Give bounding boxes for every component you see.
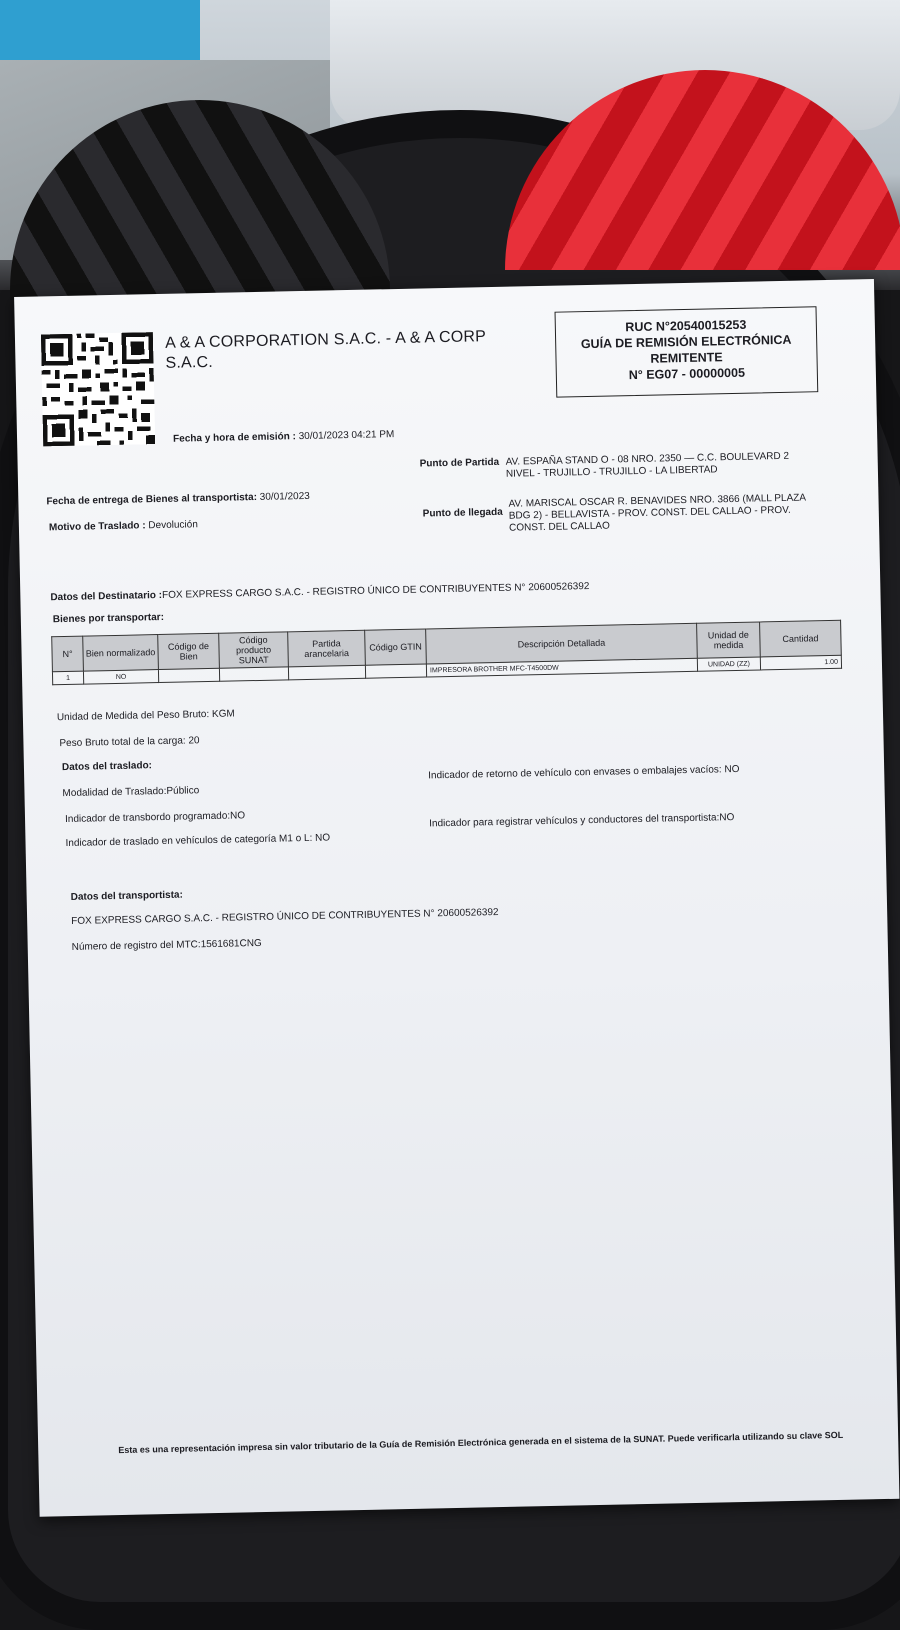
peso-unidad: Unidad de Medida del Peso Bruto: KGM <box>56 708 235 724</box>
transportista-heading: Datos del transportista: <box>70 889 184 903</box>
motivo-traslado: Motivo de Traslado : Devolución <box>48 519 198 534</box>
cell-bien-normalizado: NO <box>83 670 158 685</box>
document-number: N° EG07 - 00000005 <box>628 365 746 383</box>
cell-codigo-sunat <box>219 667 288 681</box>
col-codigo-bien: Código de Bien <box>158 633 220 669</box>
mtc-registro: Número de registro del MTC:1561681CNG <box>71 937 262 953</box>
indicador-retorno: Indicador de retorno de vehículo con envases o embalajes vacíos: NO <box>428 763 740 782</box>
transportista-name: FOX EXPRESS CARGO S.A.C. - REGISTRO ÚNICO DE CONTRIBUYENTES N° 20600526392 <box>71 906 499 927</box>
cell-numero: 1 <box>52 671 83 685</box>
peso-total: Peso Bruto total de la carga: 20 <box>59 735 200 750</box>
items-table <box>51 620 842 686</box>
cell-gtin <box>365 664 426 678</box>
col-partida-arancelaria: Partida arancelaria <box>288 630 366 667</box>
company-name: A & A CORPORATION S.A.C. - A & A CORP S.A.C. <box>164 328 486 372</box>
footer-disclaimer: Esta es una representación impresa sin valor tributario de la Guía de Remisión Electrónica generada en el sistema de la SUNAT. Puede verificarla utilizando su clave SOL <box>118 1429 844 1456</box>
col-cantidad: Cantidad <box>760 620 842 657</box>
cell-cantidad: 1.00 <box>760 655 841 670</box>
col-numero: N° <box>52 636 84 672</box>
traslado-heading: Datos del traslado: <box>61 760 153 774</box>
indicador-m1l: Indicador de traslado en vehículos de categoría M1 o L: NO <box>65 832 331 850</box>
punto-llegada-value: AV. MARISCAL OSCAR R. BENAVIDES NRO. 3866 (MALL PLAZA BDG 2) - BELLAVISTA - PROV. CONST. DEL CALLAO - PROV. CONST. DEL CALLAO <box>508 492 806 534</box>
col-codigo-gtin: Código GTIN <box>365 629 427 665</box>
guia-remision-document <box>14 279 899 1517</box>
document-subtype: REMITENTE <box>650 350 723 366</box>
qr-code-icon <box>41 332 155 446</box>
cell-codigo-bien <box>158 668 219 682</box>
col-bien-normalizado: Bien normalizado <box>83 635 159 672</box>
ruc-number: RUC N°20540015253 <box>625 317 747 335</box>
punto-partida-value: AV. ESPAÑA STAND O - 08 NRO. 2350 — C.C. BOULEVARD 2 NIVEL - TRUJILLO - TRUJILLO - LA LIBERTAD <box>505 450 790 480</box>
indicador-transbordo: Indicador de transbordo programado:NO <box>64 810 246 826</box>
destinatario: Datos del Destinatario :FOX EXPRESS CARGO S.A.C. - REGISTRO ÚNICO DE CONTRIBUYENTES N° 20600526392 <box>50 581 590 604</box>
bienes-label: Bienes por transportar: <box>52 611 165 626</box>
document-id-box <box>555 306 819 397</box>
punto-partida-label: Punto de Partida <box>419 456 500 470</box>
cell-partida <box>288 665 365 680</box>
document-type: GUÍA DE REMISIÓN ELECTRÓNICA <box>580 332 792 352</box>
col-unidad-medida: Unidad de medida <box>697 622 761 658</box>
modalidad-traslado: Modalidad de Traslado:Público <box>62 785 200 800</box>
cell-descripcion: IMPRESORA BROTHER MFC-T4500DW <box>426 658 697 677</box>
emission-date: Fecha y hora de emisión : 30/01/2023 04:21 PM <box>172 429 395 445</box>
col-descripcion: Descripción Detallada <box>426 623 698 664</box>
fecha-entrega: Fecha de entrega de Bienes al transportista: 30/01/2023 <box>46 490 310 508</box>
col-codigo-sunat: Código producto SUNAT <box>219 632 289 668</box>
punto-llegada-label: Punto de llegada <box>422 506 503 520</box>
indicador-registrar: Indicador para registrar vehículos y conductores del transportista:NO <box>429 812 735 830</box>
cell-unidad: UNIDAD (ZZ) <box>697 657 760 671</box>
